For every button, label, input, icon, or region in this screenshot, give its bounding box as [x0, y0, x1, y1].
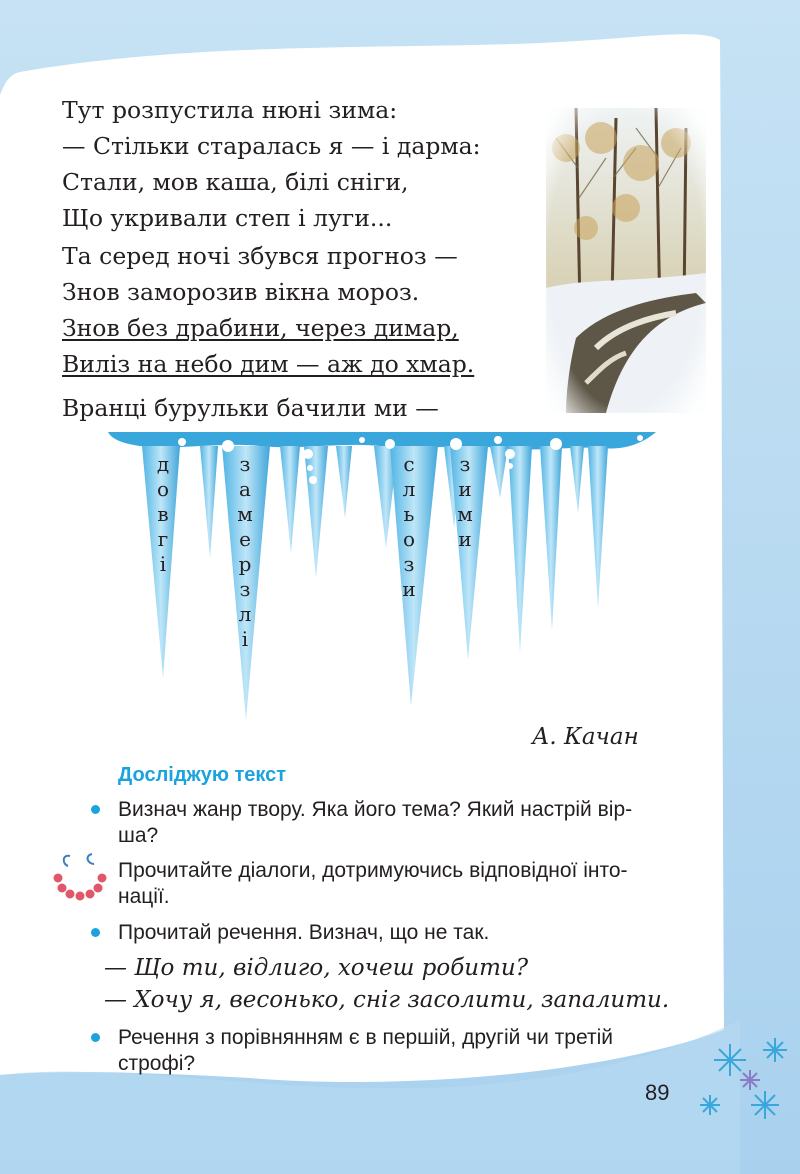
- letter: р: [238, 552, 252, 576]
- winter-forest-photo: [546, 108, 706, 413]
- letter: л: [402, 477, 416, 501]
- task-genre: [118, 797, 632, 849]
- read-aloud-beads-icon: [48, 850, 112, 902]
- task-line: ша?: [118, 824, 159, 847]
- task-line: Прочитайте діалоги, дотримуючись відповідної інто-: [118, 859, 628, 882]
- letter: и: [458, 527, 472, 551]
- poem-line: Що укривали степ і луги...: [62, 204, 393, 232]
- task-line: Визнач жанр твору. Яка його тема? Який настрій вір-: [118, 798, 633, 821]
- letter: о: [402, 527, 416, 551]
- letter: д: [156, 452, 170, 476]
- poem-line: Та серед ночі збувся прогноз —: [62, 242, 458, 270]
- letter: з: [239, 577, 251, 601]
- task-comparison: [118, 1025, 613, 1077]
- snowflakes-decoration: [680, 1020, 800, 1130]
- dialogue-line-2: — Хочу я, весонько, сніг засолити, запалити.: [104, 987, 670, 1013]
- letter: м: [237, 502, 253, 526]
- letter: м: [457, 502, 473, 526]
- letter: л: [238, 602, 252, 626]
- task-line: строфі?: [118, 1052, 196, 1075]
- poem-line: Стали, мов каша, білі сніги,: [62, 168, 409, 196]
- bullet-icon: [91, 805, 100, 814]
- letter: з: [403, 552, 415, 576]
- task-line: нації.: [118, 885, 170, 908]
- letter: ь: [403, 502, 415, 526]
- letter: с: [403, 452, 415, 476]
- letter: е: [239, 527, 251, 551]
- letter: г: [157, 527, 169, 551]
- icicle-word-slozy: [398, 452, 420, 602]
- poem-line-underlined: Виліз на небо дим — аж до хмар.: [62, 350, 475, 378]
- stanza-2: [62, 238, 474, 382]
- letter: і: [159, 552, 167, 576]
- icicles-illustration: [100, 428, 660, 728]
- poem-line: Знов заморозив вікна мороз.: [62, 278, 420, 306]
- icicle-word-zamerzli: [234, 452, 256, 652]
- page-number: 89: [645, 1080, 670, 1105]
- bullet-icon: [91, 928, 100, 937]
- icicle-word-dovhi: [152, 452, 174, 577]
- bullet-icon: [91, 1033, 100, 1042]
- letter: и: [402, 577, 416, 601]
- letter: а: [239, 477, 251, 501]
- letter: в: [157, 502, 169, 526]
- stanza-3: [62, 390, 439, 426]
- poem-line: Тут розпустила нюні зима:: [62, 96, 398, 124]
- letter: і: [241, 627, 249, 651]
- poem-line-underlined: Знов без драбини, через димар,: [62, 314, 459, 342]
- letter: и: [458, 477, 472, 501]
- task-line: Речення з порівнянням є в першій, другій чи третій: [118, 1026, 613, 1049]
- icicle-word-zymy: [454, 452, 476, 552]
- task-dialogue: [118, 858, 628, 910]
- letter: з: [459, 452, 471, 476]
- poem-author: А. Качан: [532, 724, 639, 750]
- stanza-1: [62, 92, 481, 236]
- task-read-sentence: Прочитай речення. Визнач, що не так.: [118, 921, 490, 944]
- section-title: Досліджую текст: [118, 764, 287, 786]
- dialogue-line-1: — Що ти, відлиго, хочеш робити?: [104, 955, 529, 981]
- poem-line: — Стільки старалась я — і дарма:: [62, 132, 481, 160]
- letter: з: [239, 452, 251, 476]
- letter: о: [156, 477, 170, 501]
- poem-line: Вранці бурульки бачили ми —: [62, 394, 439, 422]
